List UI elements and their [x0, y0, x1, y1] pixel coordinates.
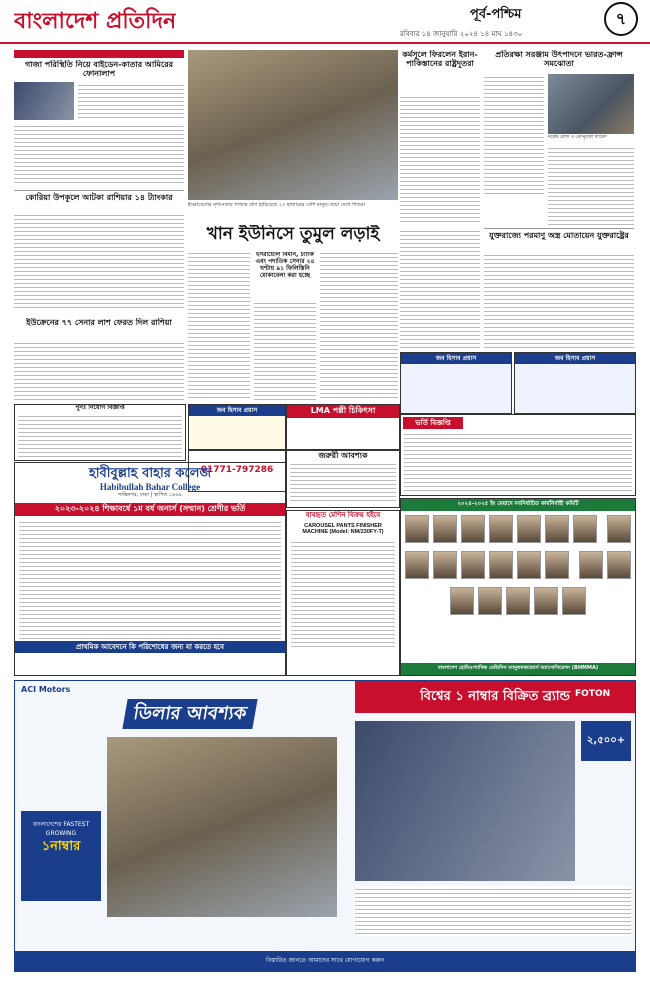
admission-title: ২০২৩-২০২৪ শিক্ষাবর্ষে ১ম বর্ষ অনার্স (সম্মান) শ্রেণীর ভর্তি [15, 503, 285, 516]
urgent-ad [286, 450, 400, 508]
foton-badge [21, 811, 101, 901]
photo-caption: ইসরায়েলের নৃশংসতায় গাজার প্রাণ হারিয়েছে ২৩ হাজারের বেশি মানুষ। ছায়া দেখে শিশুরা [188, 202, 366, 208]
machine-title: বাবহৃত মেশিন বিক্রয় হইবে [305, 511, 381, 519]
admission-notice-ad [400, 414, 636, 496]
machine-ad [286, 510, 400, 676]
college-name-bn: হাবীবুল্লাহ বাহার কলেজ [88, 466, 212, 481]
us-body [484, 252, 634, 348]
iran-headline: কর্মসূলে ফিরলেন ইরান-পাকিস্তানের রাষ্ট্রদূতরা [402, 50, 478, 69]
ukraine-headline: ইউক্রেনের ৭৭ সেনার লাশ ফেরত দিল রাশিয়া [26, 318, 172, 327]
admission-notice-title: ভর্তি বিজ্ঞপ্তি [403, 417, 463, 429]
phone-number: 01771-797286 [200, 465, 274, 475]
college-ad [14, 462, 286, 676]
gaza-body-2 [14, 123, 184, 183]
truck-specs [355, 886, 631, 936]
job-ad-2 [400, 352, 512, 414]
ad-footer: বিস্তারিত জানতে আমাদের সাথে যোগাযোগ করুন [15, 951, 635, 971]
homeo-ad [400, 498, 636, 676]
homeo-title: বাংলাদেশ হোমিওপ্যাথিক মেডিসিন ম্যানুফ্যাকচারার্স অ্যাসোসিয়েশন (BHMMA) [401, 663, 635, 675]
newspaper-logo: বাংলাদেশ প্রতিদিন [14, 8, 177, 34]
college-address: শান্তিনগর, ঢাকা | স্থাপিত ১৯৬৯ [118, 492, 182, 499]
defense-caption: নরেন্দ্র মোদি ও এমানুয়েল ম্যাক্রোঁ [548, 135, 607, 140]
college-name-en: Habibullah Bahar College [99, 481, 201, 492]
section-title: পূর্ব-পশ্চিম [470, 7, 522, 22]
defense-body-2 [548, 145, 634, 225]
job-ad-3 [514, 352, 636, 414]
machine-name: CAROUSEL PANTS FINISHER MACHINE (Model: NM/230FY-T) [302, 523, 384, 536]
masthead [0, 0, 650, 44]
job-ad-3-title: জব হিসাব প্রয়াস [515, 353, 635, 364]
defense-headline: প্রতিরক্ষা সরঞ্জাম উৎপাদনে ভারত-ফ্রান্স সমঝোতা [495, 50, 623, 69]
aci-logo-icon: ACI Motors [21, 685, 71, 694]
gaza-body [78, 82, 184, 120]
khan-subheadline: ইসরায়েলি বিমান, ট্যাংক এবং পদাতিক সেনার ২৪ ঘণ্টায় ৯১ ফিলিস্তিনি মোকাবেলা করা হচ্ছে [255, 252, 315, 279]
admission-footer: প্রাথমিক আবেদনে কি পরিশোধের জন্য যা করতে হবে [15, 641, 285, 653]
homeo-members [401, 511, 635, 623]
notice-ad [14, 404, 186, 461]
job-ad-2-title: জব হিসাব প্রয়াস [401, 353, 511, 364]
job-ad [188, 404, 286, 450]
gaza-photo [188, 50, 398, 200]
gaza-headline: গাজা পরিস্থিতি নিয়ে বাইডেন-কাতার আমিরের ফোনালাপ [24, 60, 174, 79]
foton-tag: বাংলাদেশের FASTEST GROWING [32, 821, 90, 837]
urgent-title: জরুরী আবশ্যক [318, 451, 368, 460]
defense-body-1 [484, 74, 544, 194]
khan-body-2 [254, 300, 316, 400]
modi-macron-photo [548, 74, 634, 134]
foton-count: ২,৫০০+ [581, 721, 631, 761]
truck-icon [355, 721, 575, 881]
khan-body-3 [320, 250, 398, 400]
iran-body-2 [400, 228, 480, 348]
khan-body-1 [188, 250, 250, 400]
korea-headline: কোরিয়া উপকূলে আটকা রাশিয়ার ১৪ ট্যাংকার [14, 190, 184, 202]
iran-body [400, 94, 480, 224]
ukraine-body [14, 340, 184, 402]
foton-ad [14, 680, 636, 972]
admission-table [19, 519, 281, 639]
section-strip [14, 50, 184, 58]
dealer-title: ডিলার আবশ্যক [122, 699, 257, 729]
leaders-photo [14, 82, 74, 120]
page-date: রবিবার ১৪ জানুয়ারি ২০২৪ ১৪ মাঘ ১৪৩০ [400, 30, 523, 38]
job-ad-title: জব হিসাব প্রয়াস [189, 405, 285, 416]
notice-title: পুনঃ নিয়োগ বিজ্ঞপ্তি [75, 404, 125, 411]
lma-ad-title: LMA পল্লী চিকিৎসা [287, 405, 399, 418]
us-headline: যুক্তরাজ্যে পরমাণু অস্ত্র মোতায়েন যুক্তরাষ্ট্রের [484, 228, 634, 240]
foton-no1: ১নাম্বার [41, 839, 81, 854]
page-number: ৭ [604, 2, 638, 36]
lma-ad [286, 404, 400, 450]
homeo-subtitle: ২০২৪-২০২৫ ইং মেয়াদে নবনির্বাচিত কার্যনির্বাহী কমিটি [401, 499, 635, 511]
dealer-photo [107, 737, 337, 917]
foton-slogan: বিশ্বের ১ নাম্বার বিক্রিত ব্র্যান্ড [355, 681, 635, 713]
khan-headline: খান ইউনিসে তুমুল লড়াই [206, 225, 380, 244]
korea-body [14, 212, 184, 310]
foton-logo-icon: FOTON [575, 689, 611, 699]
